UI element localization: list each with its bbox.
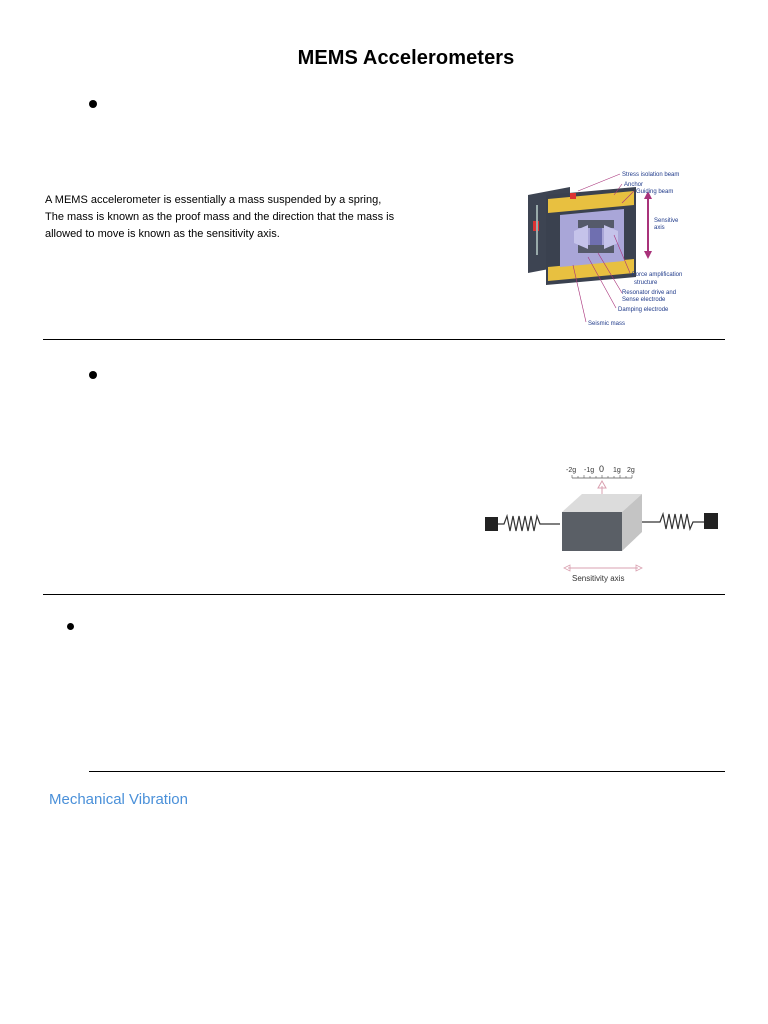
bullet-2 [89,371,97,379]
label-sensitive-axis-1: Sensitive [654,218,679,224]
mems-structure-diagram [518,165,718,330]
scale-label-2g: 2g [627,467,635,474]
description-paragraph: A MEMS accelerometer is essentially a mass suspended by a spring, The mass is known as the proof mass and the direction that the mass is allowed to move is known as the sensitivity axis. [45,194,395,240]
scale-label-1g: 1g [613,467,621,474]
scale-label-neg2g: -2g [566,467,577,474]
label-force-amplification-2: structure [634,280,658,286]
label-stress-isolation-beam: Stress isolation beam [622,172,680,178]
label-resonator-1: Resonator drive and [622,290,677,296]
label-seismic-mass: Seismic mass [588,321,626,327]
label-sensitive-axis-2: axis [654,225,665,231]
divider-2 [43,594,725,595]
sensitivity-axis-label: Sensitivity axis [572,574,625,583]
label-force-amplification-1: Force amplification [632,272,683,278]
page-title: MEMS Accelerometers [297,47,515,69]
label-anchor: Anchor [624,182,644,188]
section-heading-mechanical-vibration: Mechanical Vibration [49,791,188,808]
spring-mass-diagram [480,460,725,590]
divider-3 [89,771,725,772]
bullet-3 [67,623,74,630]
label-guiding-beam: Guiding beam [636,189,674,195]
label-resonator-2: Sense electrode [622,297,666,303]
scale-label-neg1g: -1g [584,467,595,474]
bullet-1 [89,100,97,108]
divider-1 [43,339,725,340]
label-damping-electrode: Damping electrode [618,307,669,313]
scale-label-zero: 0 [599,464,605,474]
